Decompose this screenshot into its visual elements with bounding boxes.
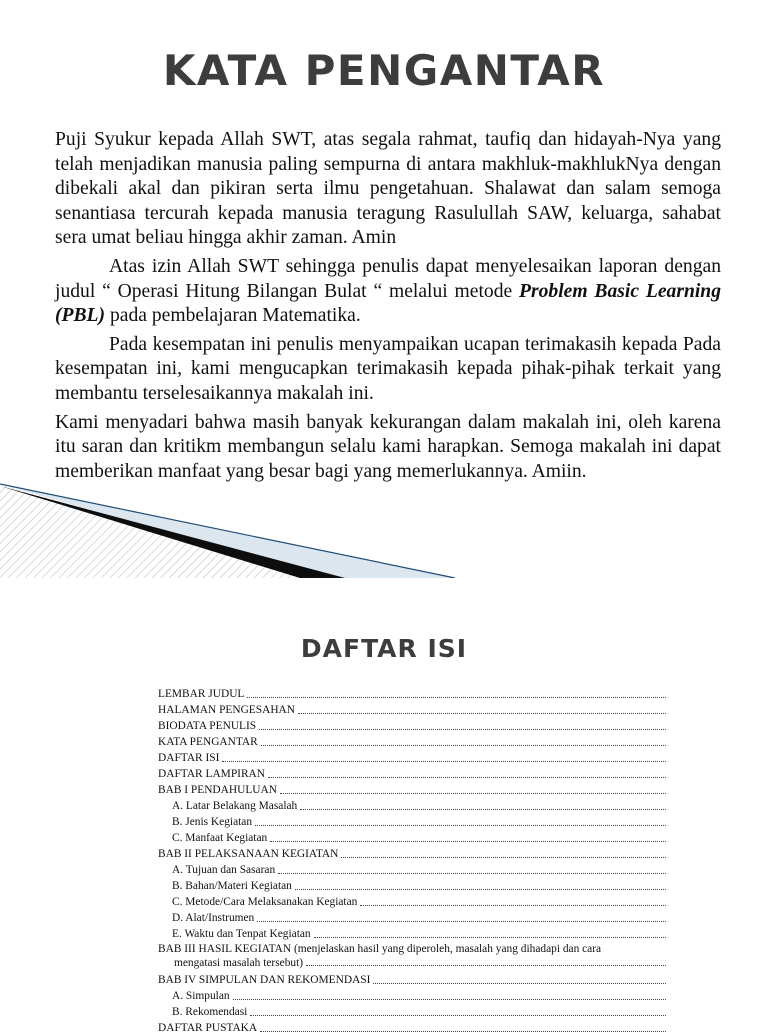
toc-leader xyxy=(260,1030,666,1032)
paragraph-2-end: pada pembelajaran Matematika. xyxy=(105,305,361,327)
toc-leader xyxy=(268,776,666,778)
toc-entry xyxy=(158,910,666,926)
toc-leader xyxy=(270,840,666,842)
toc-leader xyxy=(341,856,666,858)
toc-entry xyxy=(158,846,666,862)
toc-label: C. Metode/Cara Melaksanakan Kegiatan xyxy=(172,896,358,908)
toc-entry xyxy=(158,878,666,894)
toc-entry xyxy=(158,894,666,910)
slide-daftar-isi xyxy=(0,610,768,1034)
toc-entry xyxy=(158,734,666,750)
toc-label: DAFTAR LAMPIRAN xyxy=(158,768,265,780)
toc-leader xyxy=(261,744,666,746)
toc-label: A. Latar Belakang Masalah xyxy=(172,800,298,812)
toc-label: A. Simpulan xyxy=(172,990,230,1002)
toc-label: A. Tujuan dan Sasaran xyxy=(172,864,276,876)
toc-entry xyxy=(158,830,666,846)
paragraph-3: Pada kesempatan ini penulis menyampaikan ucapan terimakasih kepada Pada kesempatan ini, kami mengucapkan terimakasih kepada pihak-pihak terkait yang membantu terselesaikannya makalah ini. xyxy=(55,333,721,404)
hatched-wedge xyxy=(0,484,330,578)
toc-leader xyxy=(373,982,666,984)
toc-label-continued xyxy=(158,956,666,970)
toc-leader xyxy=(233,998,666,1000)
toc-label: B. Jenis Kegiatan xyxy=(172,816,253,828)
light-band xyxy=(0,484,455,578)
toc-entry xyxy=(158,766,666,782)
method-name: Problem Basic Learning (PBL) xyxy=(55,280,721,327)
toc-label: C. Manfaat Kegiatan xyxy=(172,832,268,844)
toc-label: KATA PENGANTAR xyxy=(158,736,258,748)
blue-line xyxy=(0,484,455,578)
toc-leader xyxy=(298,712,666,714)
toc-leader xyxy=(300,808,666,810)
toc-entry xyxy=(158,972,666,988)
toc-entry xyxy=(158,988,666,1004)
toc-entry xyxy=(158,862,666,878)
toc-leader xyxy=(255,824,666,826)
toc-label: BAB II PELAKSANAAN KEGIATAN xyxy=(158,848,339,860)
toc-entry xyxy=(158,926,666,942)
toc-leader xyxy=(295,888,666,890)
toc-entry xyxy=(158,1020,666,1036)
toc-label: BAB IV SIMPULAN DAN REKOMENDASI xyxy=(158,974,371,986)
toc-entry xyxy=(158,718,666,734)
toc-entry xyxy=(158,942,666,972)
body-text xyxy=(55,128,721,488)
toc-leader xyxy=(259,728,666,730)
toc-label: HALAMAN PENGESAHAN xyxy=(158,704,296,716)
table-of-contents xyxy=(158,686,666,1036)
toc-label: LEMBAR JUDUL xyxy=(158,688,245,700)
toc-label: DAFTAR ISI xyxy=(158,752,220,764)
paragraph-2 xyxy=(55,255,721,329)
paragraph-1: Puji Syukur kepada Allah SWT, atas segala rahmat, taufiq dan hidayah-Nya yang telah menjadikan manusia paling sempurna di antara makhluk-makhlukNya dengan dibekali akal dan pikiran serta ilmu pengetahuan. Shalawat dan salam semoga senantiasa tercurah kepada manusia teragung Rasulullah SAW, keluarga, sahabat sera umat beliau hingga akhir zaman. Amin xyxy=(55,129,721,249)
toc-label: BAB III HASIL KEGIATAN (menjelaskan hasil yang diperoleh, masalah yang dihadapi dan cara xyxy=(158,943,602,955)
page-title: KATA PENGANTAR xyxy=(162,46,606,95)
dark-band xyxy=(0,486,345,578)
toc-entry xyxy=(158,814,666,830)
toc-leader xyxy=(278,872,666,874)
toc-leader xyxy=(306,964,666,966)
toc-leader xyxy=(247,696,666,698)
toc-label: B. Bahan/Materi Kegiatan xyxy=(172,880,292,892)
toc-entry xyxy=(158,750,666,766)
toc-label: D. Alat/Instrumen xyxy=(172,912,255,924)
toc-label: B. Rekomendasi xyxy=(172,1006,248,1018)
toc-label: E. Waktu dan Tenpat Kegiatan xyxy=(172,928,311,940)
paragraph-2-text: Atas izin Allah SWT sehingga penulis dapat menyelesaikan laporan dengan judul “ Operasi Hitung Bilangan Bulat “ melalui metode xyxy=(55,255,721,302)
toc-entry xyxy=(158,798,666,814)
toc-leader xyxy=(280,792,666,794)
slide-gap xyxy=(0,578,768,610)
toc-leader xyxy=(360,904,666,906)
toc-entry xyxy=(158,686,666,702)
toc-leader xyxy=(314,936,666,938)
toc-leader xyxy=(222,760,666,762)
toc-label: BIODATA PENULIS xyxy=(158,720,257,732)
toc-label: DAFTAR PUSTAKA xyxy=(158,1022,258,1034)
toc-leader xyxy=(250,1014,666,1016)
toc-leader xyxy=(257,920,666,922)
toc-title: DAFTAR ISI xyxy=(300,634,468,663)
toc-entry xyxy=(158,782,666,798)
paragraph-4: Kami menyadari bahwa masih banyak kekurangan dalam makalah ini, oleh karena itu saran dan kritikm membangun selalu kami harapkan. Semoga makalah ini dapat memberikan manfaat yang besar bagi yang memerlukannya. Amiin. xyxy=(55,411,721,482)
toc-entry xyxy=(158,702,666,718)
toc-entry xyxy=(158,1004,666,1020)
toc-label: mengatasi masalah tersebut) xyxy=(174,957,304,969)
toc-label: BAB I PENDAHULUAN xyxy=(158,784,277,796)
